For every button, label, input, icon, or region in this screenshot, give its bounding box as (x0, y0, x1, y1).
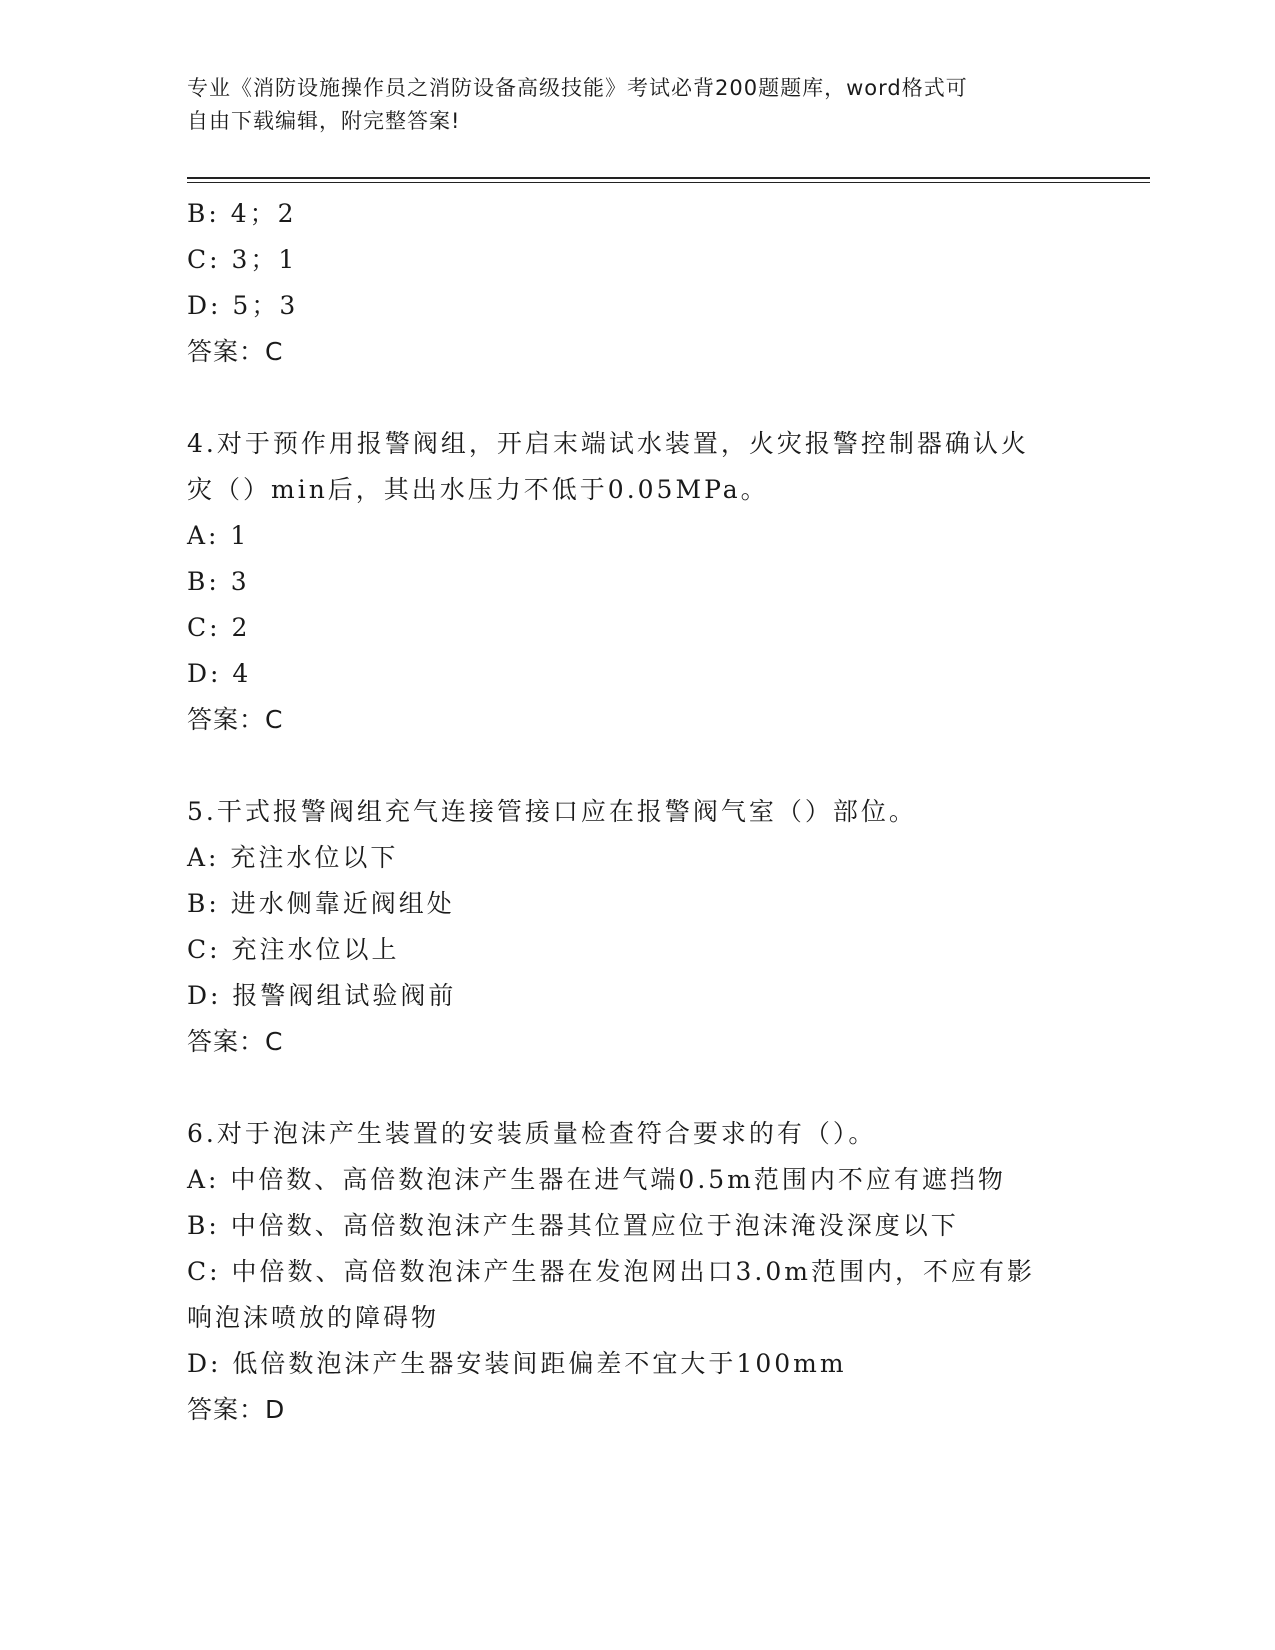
header-divider-thin (187, 182, 1150, 183)
option-c: C: 3；1 (187, 245, 298, 274)
option-a: A: 充注水位以下 (187, 843, 399, 872)
option-a: A: 中倍数、高倍数泡沫产生器在进气端0.5m范围内不应有遮挡物 (187, 1165, 1006, 1194)
question-stem: 4.对于预作用报警阀组，开启末端试水装置，火灾报警控制器确认火 (187, 429, 1029, 458)
option-c: C: 中倍数、高倍数泡沫产生器在发泡网出口3.0m范围内，不应有影 (187, 1257, 1035, 1286)
spacer (187, 743, 1067, 789)
answer-label: 答案：C (187, 1027, 284, 1056)
option-d: D: 低倍数泡沫产生器安装间距偏差不宜大于100mm (187, 1349, 847, 1378)
option-b: B: 进水侧靠近阀组处 (187, 889, 455, 918)
question-stem-cont: 灾（）min后，其出水压力不低于0.05MPa。 (187, 475, 769, 504)
option-b: B: 4；2 (187, 199, 297, 228)
option-c: C: 2 (187, 613, 251, 642)
option-d: D: 4 (187, 659, 252, 688)
spacer (187, 375, 1067, 421)
question-stem: 5.干式报警阀组充气连接管接口应在报警阀气室（）部位。 (187, 797, 917, 826)
question-stem: 6.对于泡沫产生装置的安装质量检查符合要求的有（）。 (187, 1119, 877, 1148)
question-6 (187, 1111, 1067, 1433)
header-line-2: 自由下载编辑，附完整答案! (187, 109, 461, 133)
spacer (187, 1065, 1067, 1111)
question-4 (187, 421, 1067, 743)
question-3-tail (187, 191, 1067, 375)
option-c-cont: 响泡沫喷放的障碍物 (187, 1303, 440, 1332)
option-a: A: 1 (187, 521, 250, 550)
option-d: D: 5；3 (187, 291, 299, 320)
option-d: D: 报警阀组试验阀前 (187, 981, 457, 1010)
option-b: B: 中倍数、高倍数泡沫产生器其位置应位于泡沫淹没深度以下 (187, 1211, 959, 1240)
answer-label: 答案：D (187, 1395, 286, 1424)
option-c: C: 充注水位以上 (187, 935, 400, 964)
header-divider-thick (187, 177, 1150, 179)
answer-label: 答案：C (187, 705, 284, 734)
question-5 (187, 789, 1067, 1065)
document-header (187, 72, 1067, 138)
header-line-1: 专业《消防设施操作员之消防设备高级技能》考试必背200题题库，word格式可 (187, 76, 968, 100)
question-list (187, 191, 1067, 1433)
answer-label: 答案：C (187, 337, 284, 366)
option-b: B: 3 (187, 567, 250, 596)
